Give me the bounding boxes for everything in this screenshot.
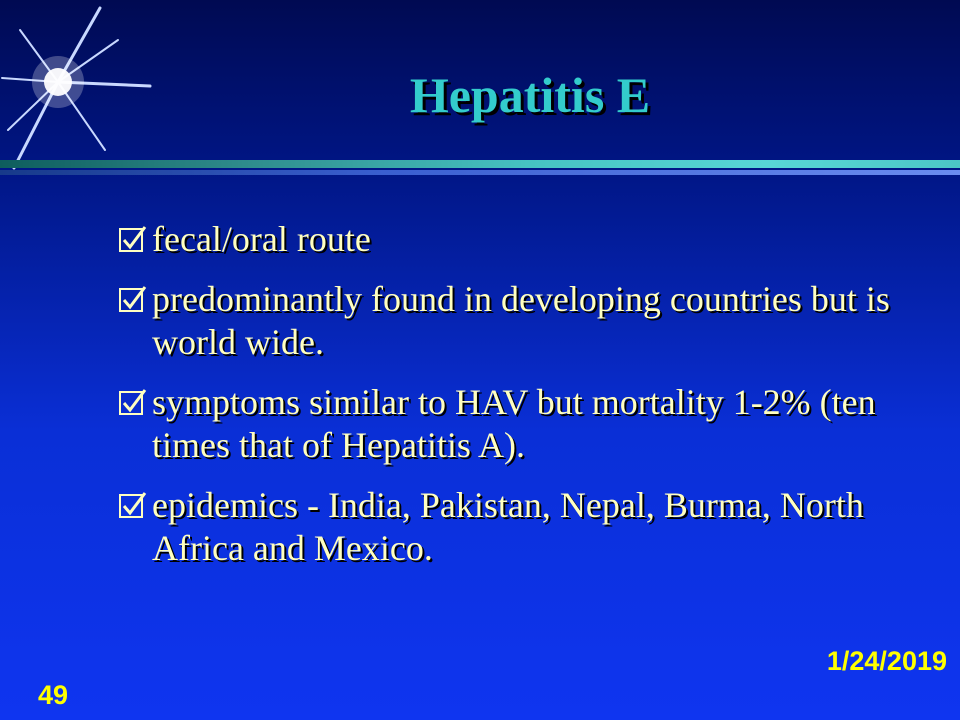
- check-box-icon: [118, 285, 148, 315]
- header-rule-bottom: [0, 170, 960, 175]
- slide-date: 1/24/2019: [826, 646, 947, 676]
- bullet-item: [118, 278, 918, 364]
- header-rule-top: [0, 160, 960, 168]
- bullet-text: fecal/oral route: [152, 219, 371, 259]
- bullet-list: [118, 218, 918, 587]
- slide-number: 49: [38, 680, 69, 710]
- check-box-icon: [118, 388, 148, 418]
- bullet-item: [118, 381, 918, 467]
- check-box-icon: [118, 225, 148, 255]
- bullet-item: [118, 484, 918, 570]
- check-box-icon: [118, 491, 148, 521]
- bullet-item: [118, 218, 918, 261]
- bullet-text: symptoms similar to HAV but mortality 1-2% (ten times that of Hepatitis A).: [152, 382, 876, 465]
- bullet-text: epidemics - India, Pakistan, Nepal, Burma, North Africa and Mexico.: [152, 485, 864, 568]
- bullet-text: predominantly found in developing countries but is world wide.: [152, 279, 890, 362]
- slide-title: Hepatitis E: [409, 67, 651, 123]
